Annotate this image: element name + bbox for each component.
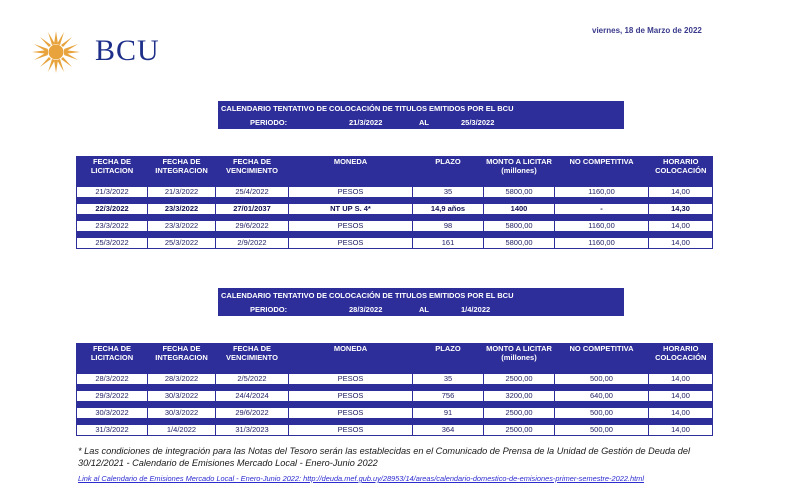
table-cell: 28/3/2022 bbox=[148, 374, 216, 385]
table-cell: PESOS bbox=[289, 425, 413, 436]
column-header: MONEDA bbox=[289, 156, 413, 187]
column-header: NO COMPETITIVA bbox=[555, 343, 649, 374]
table-cell: 22/3/2022 bbox=[77, 204, 148, 215]
table-cell: 23/3/2022 bbox=[148, 221, 216, 232]
table-cell: 161 bbox=[413, 238, 484, 249]
table-cell: 2500,00 bbox=[484, 374, 555, 385]
table-cell: 500,00 bbox=[555, 425, 649, 436]
column-header: PLAZO bbox=[413, 156, 484, 187]
table-cell: 14,00 bbox=[649, 221, 713, 232]
calendar-1-title: CALENDARIO TENTATIVO DE COLOCACIÓN DE TITULOS EMITIDOS POR EL BCU bbox=[221, 104, 514, 113]
table-cell: 24/4/2024 bbox=[216, 391, 289, 402]
table-row bbox=[77, 425, 713, 436]
table-cell: 364 bbox=[413, 425, 484, 436]
table-cell: 98 bbox=[413, 221, 484, 232]
calendar-1-period-box bbox=[218, 101, 624, 129]
calendar-1-table bbox=[76, 156, 713, 249]
table-cell: PESOS bbox=[289, 221, 413, 232]
column-header: FECHA DE LICITACION bbox=[77, 156, 148, 187]
table-cell: 14,00 bbox=[649, 425, 713, 436]
calendar-1-from-date: 21/3/2022 bbox=[349, 118, 383, 127]
table-cell: 1160,00 bbox=[555, 187, 649, 198]
column-header: HORARIO COLOCACIÓN bbox=[649, 343, 713, 374]
bcu-sun-logo-icon bbox=[30, 30, 82, 74]
table-row bbox=[77, 204, 713, 215]
table-row bbox=[77, 238, 713, 249]
table-cell: 14,00 bbox=[649, 391, 713, 402]
calendar-emisiones-link[interactable]: Link al Calendario de Emisiones Mercado Local - Enero-Junio 2022: http://deuda.mef.gub.uy/28953/14/areas/calendario-domestico-de-emisiones-primer-semestre-2022.html bbox=[78, 474, 644, 483]
calendar-2-to-date: 1/4/2022 bbox=[461, 305, 491, 314]
table-row bbox=[77, 391, 713, 402]
column-header: PLAZO bbox=[413, 343, 484, 374]
table-cell: 25/4/2022 bbox=[216, 187, 289, 198]
column-header: MONTO A LICITAR (millones) bbox=[484, 156, 555, 187]
table-cell: NT UP S. 4* bbox=[289, 204, 413, 215]
table-cell: 35 bbox=[413, 374, 484, 385]
table-cell: PESOS bbox=[289, 408, 413, 419]
table-cell: 27/01/2037 bbox=[216, 204, 289, 215]
table-cell: 1/4/2022 bbox=[148, 425, 216, 436]
table-cell: 25/3/2022 bbox=[148, 238, 216, 249]
table-cell: - bbox=[555, 204, 649, 215]
table-cell: 31/3/2023 bbox=[216, 425, 289, 436]
column-header: FECHA DE INTEGRACION bbox=[148, 343, 216, 374]
column-header: MONEDA bbox=[289, 343, 413, 374]
calendar-1-to-date: 25/3/2022 bbox=[461, 118, 495, 127]
table-cell: 14,00 bbox=[649, 187, 713, 198]
column-header: NO COMPETITIVA bbox=[555, 156, 649, 187]
table-cell: 500,00 bbox=[555, 408, 649, 419]
table-cell: PESOS bbox=[289, 238, 413, 249]
table-cell: 1160,00 bbox=[555, 238, 649, 249]
table-cell: 1160,00 bbox=[555, 221, 649, 232]
table-cell: 14,00 bbox=[649, 374, 713, 385]
table-cell: 5800,00 bbox=[484, 238, 555, 249]
table-cell: 30/3/2022 bbox=[77, 408, 148, 419]
column-header: MONTO A LICITAR (millones) bbox=[484, 343, 555, 374]
table-cell: 2500,00 bbox=[484, 408, 555, 419]
table-cell: 25/3/2022 bbox=[77, 238, 148, 249]
table-cell: 21/3/2022 bbox=[148, 187, 216, 198]
table-cell: 31/3/2022 bbox=[77, 425, 148, 436]
table-cell: 2/9/2022 bbox=[216, 238, 289, 249]
table-cell: 14,00 bbox=[649, 408, 713, 419]
table-row bbox=[77, 374, 713, 385]
table-cell: 21/3/2022 bbox=[77, 187, 148, 198]
calendar-1-periodo-label: PERIODO: bbox=[250, 118, 288, 127]
table-cell: 91 bbox=[413, 408, 484, 419]
calendar-2-periodo-label: PERIODO: bbox=[250, 305, 288, 314]
table-cell: 30/3/2022 bbox=[148, 391, 216, 402]
column-header: FECHA DE LICITACION bbox=[77, 343, 148, 374]
footnote: * Las condiciones de integración para las Notas del Tesoro serán las establecidas en el Comunicado de Prensa de la Unidad de Gestión de Deuda del 30/12/2021 - Calendario de Emisiones Mercado Local - Enero-Junio 2022 bbox=[78, 446, 691, 468]
table-cell: 30/3/2022 bbox=[148, 408, 216, 419]
table-cell: 29/3/2022 bbox=[77, 391, 148, 402]
calendar-2-period-box bbox=[218, 288, 624, 316]
table-cell: 29/6/2022 bbox=[216, 408, 289, 419]
table-cell: 23/3/2022 bbox=[77, 221, 148, 232]
calendar-2-title: CALENDARIO TENTATIVO DE COLOCACIÓN DE TITULOS EMITIDOS POR EL BCU bbox=[221, 291, 514, 300]
table-cell: 23/3/2022 bbox=[148, 204, 216, 215]
table-cell: 5800,00 bbox=[484, 221, 555, 232]
table-cell: 28/3/2022 bbox=[77, 374, 148, 385]
table-cell: 5800,00 bbox=[484, 187, 555, 198]
table-header-row bbox=[77, 343, 713, 374]
table-cell: 1400 bbox=[484, 204, 555, 215]
calendar-1-al-label: AL bbox=[419, 118, 429, 127]
table-cell: 14,9 años bbox=[413, 204, 484, 215]
table-cell: 2500,00 bbox=[484, 425, 555, 436]
table-cell: 14,30 bbox=[649, 204, 713, 215]
column-header: FECHA DE VENCIMIENTO bbox=[216, 156, 289, 187]
report-date: viernes, 18 de Marzo de 2022 bbox=[592, 26, 702, 35]
table-cell: PESOS bbox=[289, 187, 413, 198]
table-cell: 29/6/2022 bbox=[216, 221, 289, 232]
table-cell: 14,00 bbox=[649, 238, 713, 249]
table-cell: 640,00 bbox=[555, 391, 649, 402]
calendar-2-al-label: AL bbox=[419, 305, 429, 314]
table-row bbox=[77, 221, 713, 232]
table-header-row bbox=[77, 156, 713, 187]
table-row bbox=[77, 408, 713, 419]
column-header: FECHA DE INTEGRACION bbox=[148, 156, 216, 187]
table-row bbox=[77, 187, 713, 198]
table-cell: 756 bbox=[413, 391, 484, 402]
table-cell: 35 bbox=[413, 187, 484, 198]
table-cell: 2/5/2022 bbox=[216, 374, 289, 385]
table-cell: PESOS bbox=[289, 391, 413, 402]
column-header: HORARIO COLOCACIÓN bbox=[649, 156, 713, 187]
table-cell: 500,00 bbox=[555, 374, 649, 385]
brand-name: BCU bbox=[95, 34, 160, 67]
column-header: FECHA DE VENCIMIENTO bbox=[216, 343, 289, 374]
calendar-2-from-date: 28/3/2022 bbox=[349, 305, 383, 314]
table-cell: 3200,00 bbox=[484, 391, 555, 402]
calendar-2-table bbox=[76, 343, 713, 436]
table-cell: PESOS bbox=[289, 374, 413, 385]
